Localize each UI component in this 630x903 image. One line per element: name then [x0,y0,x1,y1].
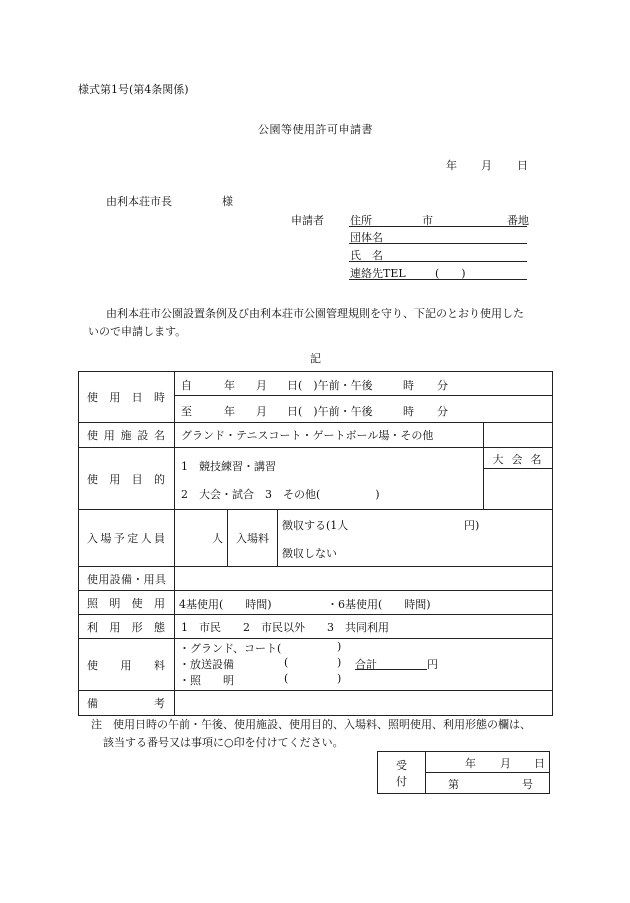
usage-datetime-row-from [79,372,553,396]
receipt-box [377,751,550,794]
note-line-2: 該当する番号又は事項に○印を付けてください。 [103,736,344,749]
attendance-row [79,510,553,567]
equipment-row [79,567,553,591]
lighting-label: 照明使用 [79,591,175,615]
attendance-count-field[interactable] [175,510,228,567]
tel-label: 連絡先TEL [350,267,406,280]
to-day-ampm: 日( )午前・午後 [287,405,373,418]
fee-row1-close: ) [337,640,342,653]
fee-row2-close: ) [337,656,342,669]
to-hour: 時 [403,405,414,418]
date-year: 年 [446,159,457,172]
usage-type-options[interactable]: 1 市民 2 市民以外 3 共同利用 [175,615,553,639]
remarks-row [79,691,553,716]
usage-fee-field[interactable] [175,639,553,691]
usage-to-field[interactable] [175,396,553,423]
receipt-number[interactable] [425,773,549,794]
to-month: 月 [256,405,267,418]
attendance-unit: 人 [212,532,223,545]
addressee-mayor: 由利本荘市長 [106,195,172,208]
address-banchi: 番地 [507,214,529,227]
facility-options[interactable]: グランド・テニスコート・ゲートボール場・その他 [175,423,484,448]
usage-datetime-label: 使用日時 [79,372,175,423]
from-month: 月 [256,379,267,392]
lighting-opt2: ・6基使用( 時間) [327,598,431,611]
from-hour: 時 [403,379,414,392]
fee-row3-name: ・照 明 [179,674,234,687]
intro-line-1: 由利本荘市公園設置条例及び由利本荘市公園管理規則を守り、下記のとおり使用した [106,307,524,320]
purpose-options[interactable] [175,448,484,510]
page-title: 公園等使用許可申請書 [258,123,373,136]
facility-row [79,423,553,448]
event-name-label: 大会名 [492,453,550,466]
form-number: 様式第1号(第4条関係) [78,83,189,96]
date-day: 日 [517,159,528,172]
to-label: 至 [181,405,192,418]
date-month: 月 [481,159,492,172]
to-minute: 分 [437,405,448,418]
fee-label: 入場料 [228,510,278,567]
remarks-label: 備考 [79,691,175,716]
fee-row [79,639,553,691]
lighting-row [79,591,553,615]
lighting-options[interactable] [175,591,553,615]
lighting-opt1: 4基使用( 時間) [179,598,272,611]
intro-line-2: いので申請します。 [88,325,187,338]
no-collect-option: 徴収しない [282,547,337,560]
tel-paren: ( ) [435,267,466,280]
equipment-label: 使用設備・用具 [79,567,175,591]
collect-option: 徴収する(1人 [282,519,349,532]
fee-row1-name: ・グランド、コート( [179,642,282,655]
facility-label: 使用施設名 [79,423,175,448]
receipt-year: 年 [464,757,476,770]
fee-yen: 円 [427,658,438,671]
address-city: 市 [422,214,433,227]
note-line-1: 注 使用日時の午前・午後、使用施設、使用目的、入場料、照明使用、利用形態の欄は、 [91,718,531,731]
collect-unit: 円) [464,519,480,532]
from-label: 自 [181,379,192,392]
usage-fee-label: 使用料 [79,639,175,691]
fee-options[interactable] [278,510,553,567]
event-name-cell[interactable] [484,448,553,510]
fee-row2-name: ・放送設備 [179,658,234,671]
group-label: 団体名 [350,231,383,244]
remarks-field[interactable] [175,691,553,716]
name-label: 氏 名 [350,249,383,262]
receipt-dai: 第 [447,778,459,791]
to-year: 年 [224,405,235,418]
applicant-label: 申請者 [291,214,324,227]
from-day-ampm: 日( )午前・午後 [287,379,373,392]
facility-blank [484,423,553,448]
purpose-row [79,448,553,510]
receipt-date[interactable] [425,752,549,773]
receipt-day: 日 [533,757,545,770]
ki-label: 記 [310,352,321,365]
fee-row3-close: ) [337,672,342,685]
fee-total-label: 合計 [355,658,377,671]
receipt-go: 号 [521,778,533,791]
equipment-field[interactable] [175,567,553,591]
usage-from-field[interactable] [175,372,553,396]
from-minute: 分 [437,379,448,392]
address-label: 住所 [350,214,372,227]
purpose-line-2: 2 大会・試合 3 その他( ) [181,488,380,501]
fee-row2-open: ( [284,656,289,669]
receipt-label: 受 付 [378,752,426,794]
usage-type-label: 利用形態 [79,615,175,639]
addressee-sama: 様 [222,195,233,208]
address-line [349,212,527,227]
from-year: 年 [224,379,235,392]
application-table [78,371,553,716]
purpose-label: 使用目的 [79,448,175,510]
fee-row3-open: ( [284,672,289,685]
attendance-label: 入場予定人員 [79,510,175,567]
purpose-line-1: 1 競技練習・講習 [181,460,276,473]
usage-type-row [79,615,553,639]
receipt-month: 月 [499,757,511,770]
